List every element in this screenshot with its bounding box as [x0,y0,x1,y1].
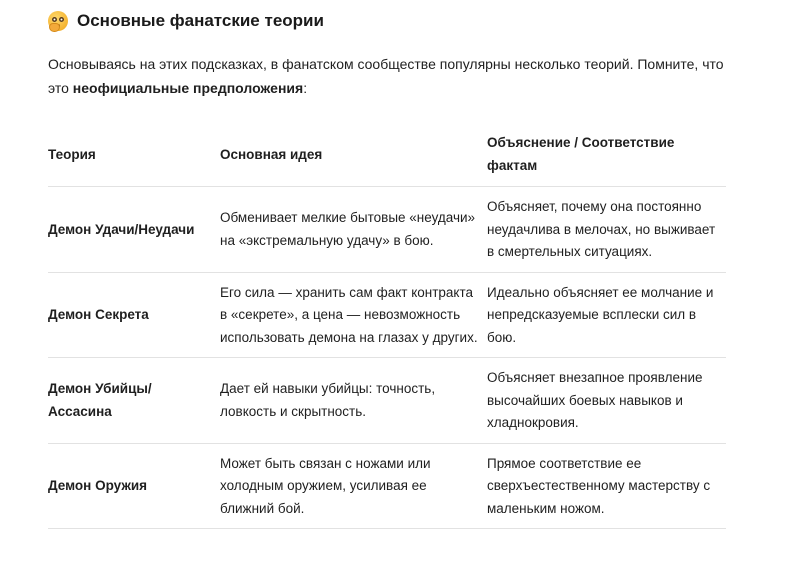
theory-cell: Демон Секрета [48,272,220,358]
section-title: Основные фанатские теории [77,11,324,30]
theories-table [48,121,726,529]
idea-cell: Обменивает мелкие бытовые «неудачи» на «экстремальную удачу» в бою. [220,187,487,273]
table-row [48,443,726,529]
theory-cell: Демон Убийцы/Ассасина [48,358,220,444]
section-heading [48,8,726,34]
idea-cell: Может быть связан с ножами или холодным оружием, усиливая ее ближний бой. [220,443,487,529]
intro-text: Основываясь на этих подсказках, в фанатском сообществе популярны несколько теорий. Помните, что это [48,56,724,96]
content [48,8,726,529]
explanation-cell: Объясняет, почему она постоянно неудачлива в мелочах, но выживает в смертельных ситуациях. [487,187,726,273]
table-row [48,358,726,444]
face-with-hand-over-mouth-icon [48,11,68,31]
table-row [48,272,726,358]
explanation-cell: Идеально объясняет ее молчание и непредсказуемые всплески сил в бою. [487,272,726,358]
explanation-cell: Прямое соответствие ее сверхъестественному мастерству с маленьким ножом. [487,443,726,529]
table-header-row [48,121,726,187]
table-row [48,187,726,273]
theory-cell: Демон Оружия [48,443,220,529]
header-explanation: Объяснение / Соответствие фактам [487,121,726,187]
theory-cell: Демон Удачи/Неудачи [48,187,220,273]
idea-cell: Дает ей навыки убийцы: точность, ловкость и скрытность. [220,358,487,444]
intro-paragraph [48,52,726,100]
explanation-cell: Объясняет внезапное проявление высочайших боевых навыков и хладнокровия. [487,358,726,444]
intro-text-end: : [303,80,308,96]
header-theory: Теория [48,121,220,187]
intro-bold-text: неофициальные предположения [72,80,304,96]
idea-cell: Его сила — хранить сам факт контракта в «секрете», а цена — невозможность использовать демона на глазах у других. [220,272,487,358]
header-idea: Основная идея [220,121,487,187]
